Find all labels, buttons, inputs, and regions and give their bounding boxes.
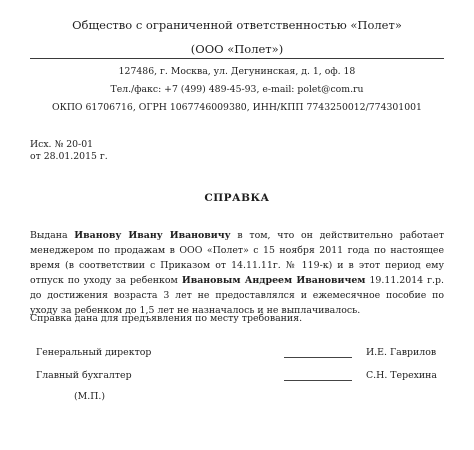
accountant-name: С.Н. Терехина: [366, 370, 438, 381]
stamp-placeholder: (М.П.): [74, 391, 106, 402]
purpose-note: Справка дана для предъявления по месту требования.: [30, 313, 303, 324]
header-divider: [30, 58, 444, 59]
employee-name: Иванову Ивану Ивановичу: [74, 230, 231, 241]
body-text-3: 19.11.2014 г.р. до достижения возраста 3 лет не предоставлялся и ежемесячное пособие по уходу за ребенком до 1,5 лет не назначалось и не выплачивалось.: [30, 275, 444, 316]
org-registry-codes: ОКПО 61706716, ОГРН 1067746009380, ИНН/КПП 7743250012/774301001: [52, 102, 422, 113]
child-name: Ивановым Андреем Ивановичем: [181, 275, 366, 286]
document-title: СПРАВКА: [204, 192, 270, 204]
outgoing-number: Исх. № 20-01: [30, 139, 94, 150]
certificate-body: [30, 228, 444, 318]
accountant-title: Главный бухгалтер: [36, 370, 132, 381]
document-date: от 28.01.2015 г.: [30, 151, 108, 162]
body-text-1: Выдана: [30, 230, 75, 241]
accountant-signature-line: [284, 380, 352, 381]
director-title: Генеральный директор: [36, 347, 152, 358]
org-contacts: Тел./факс: +7 (499) 489-45-93, e-mail: polet@com.ru: [110, 84, 364, 95]
org-short-name: (ООО «Полет»): [190, 42, 284, 56]
org-address: 127486, г. Москва, ул. Дегунинская, д. 1, оф. 18: [118, 66, 356, 77]
body-text-2: в том, что он действительно работает менеджером по продажам в ООО «Полет» с 15 ноября 2011 года по настоящее время (в соответствии с Приказом от 14.11.11г. № 119-к) и в этот период ему отпуск по уходу за ребенком: [30, 230, 445, 286]
director-signature-line: [284, 357, 352, 358]
director-name: И.Е. Гаврилов: [366, 347, 437, 358]
org-full-name: Общество с ограниченной ответственностью «Полет»: [72, 18, 402, 32]
